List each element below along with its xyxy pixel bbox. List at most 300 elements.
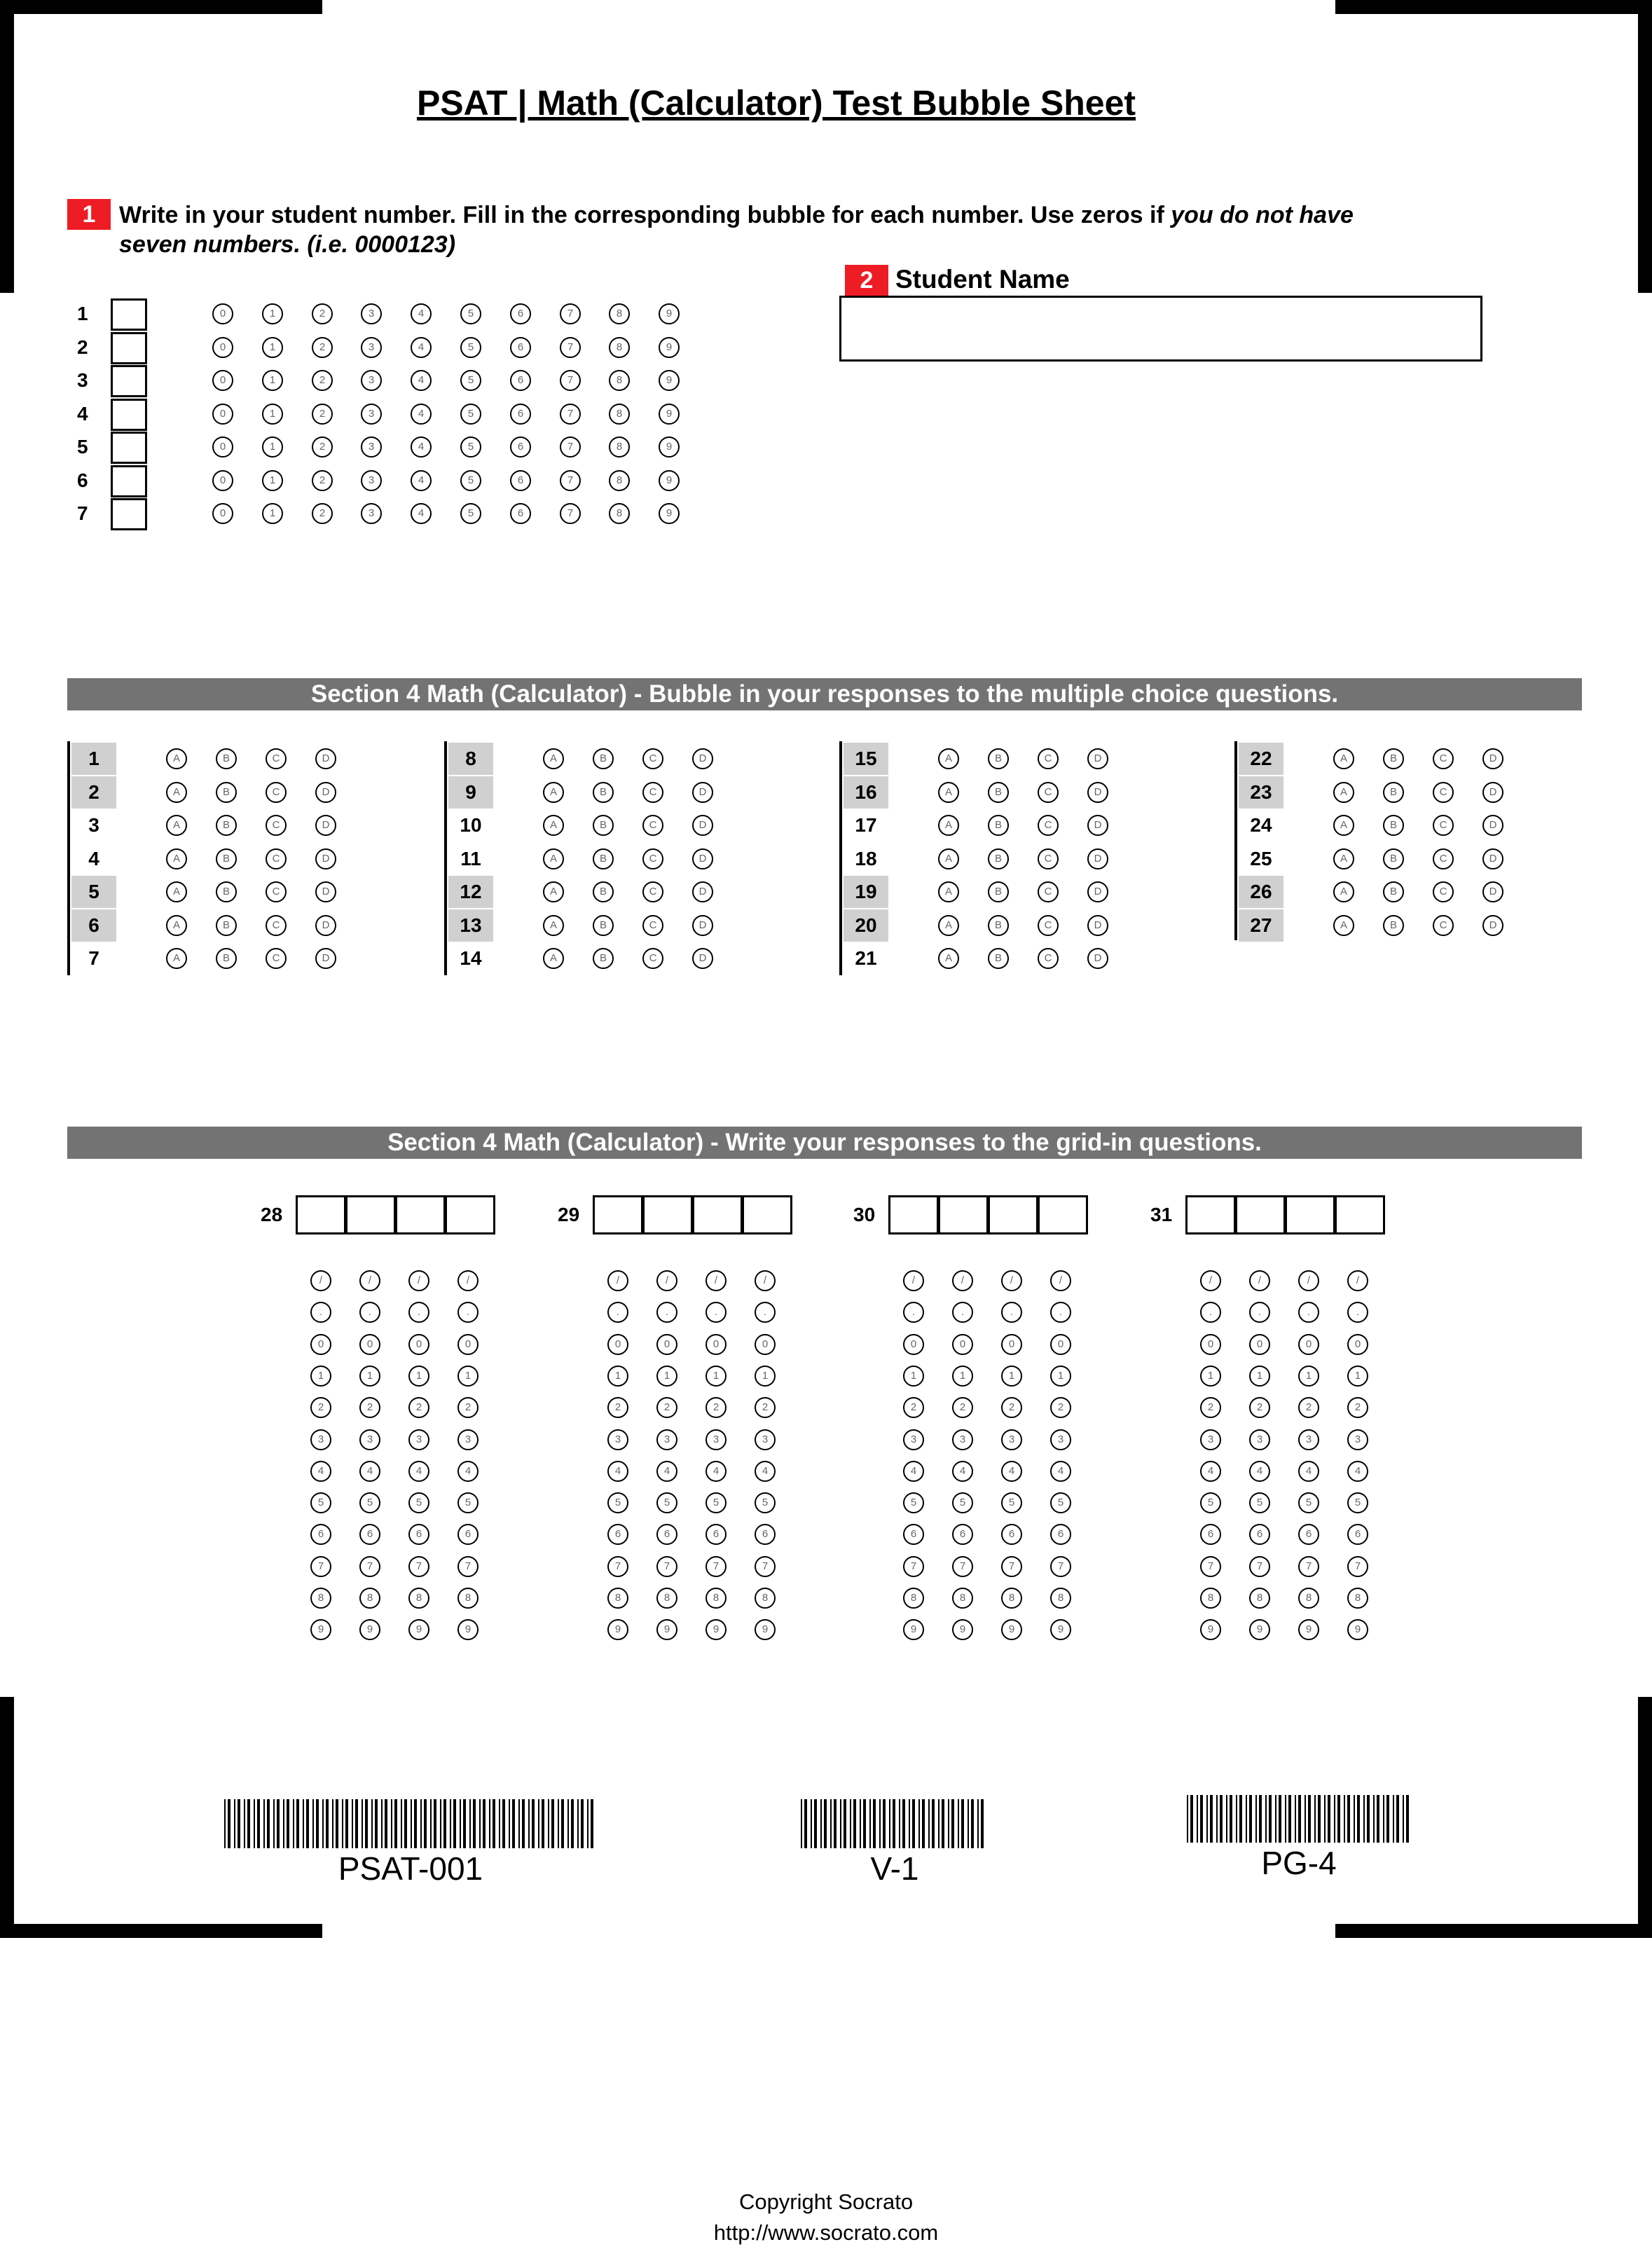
answer-bubble[interactable]: A [543, 848, 564, 869]
grid-in-bubble[interactable]: 2 [656, 1397, 677, 1418]
digit-bubble[interactable]: 4 [411, 470, 432, 491]
grid-in-bubble[interactable]: / [705, 1270, 727, 1291]
answer-bubble[interactable]: A [938, 815, 959, 836]
digit-bubble[interactable]: 0 [212, 436, 233, 458]
answer-bubble[interactable]: D [1087, 948, 1108, 969]
grid-in-bubble[interactable]: 6 [1347, 1524, 1368, 1545]
grid-in-bubble[interactable]: 5 [1200, 1492, 1221, 1513]
grid-in-bubble[interactable]: 5 [1050, 1492, 1071, 1513]
answer-bubble[interactable]: B [988, 815, 1009, 836]
grid-in-bubble[interactable]: 2 [457, 1397, 479, 1418]
grid-in-bubble[interactable]: 5 [408, 1492, 429, 1513]
grid-in-bubble[interactable]: 3 [1298, 1429, 1319, 1450]
digit-bubble[interactable]: 1 [262, 503, 283, 524]
digit-bubble[interactable]: 8 [609, 303, 630, 324]
digit-bubble[interactable]: 4 [411, 404, 432, 425]
grid-in-bubble[interactable]: 7 [408, 1556, 429, 1577]
answer-bubble[interactable]: B [593, 848, 614, 869]
grid-in-bubble[interactable]: / [408, 1270, 429, 1291]
grid-in-bubble[interactable]: . [408, 1302, 429, 1323]
digit-bubble[interactable]: 4 [411, 503, 432, 524]
grid-in-bubble[interactable]: 8 [705, 1588, 727, 1609]
digit-bubble[interactable]: 4 [411, 337, 432, 358]
digit-bubble[interactable]: 4 [411, 370, 432, 391]
grid-in-bubble[interactable]: 0 [607, 1334, 628, 1355]
digit-bubble[interactable]: 2 [312, 303, 333, 324]
grid-in-bubble[interactable]: 9 [705, 1619, 727, 1640]
grid-in-answer-box[interactable] [1038, 1195, 1088, 1234]
grid-in-bubble[interactable]: . [310, 1302, 331, 1323]
grid-in-bubble[interactable]: 7 [903, 1556, 924, 1577]
grid-in-bubble[interactable]: 1 [408, 1366, 429, 1387]
answer-bubble[interactable]: B [593, 748, 614, 769]
grid-in-bubble[interactable]: 4 [903, 1461, 924, 1482]
grid-in-bubble[interactable]: 0 [1001, 1334, 1022, 1355]
grid-in-bubble[interactable]: / [1347, 1270, 1368, 1291]
answer-bubble[interactable]: C [266, 915, 287, 936]
digit-bubble[interactable]: 9 [659, 470, 680, 491]
answer-bubble[interactable]: A [938, 748, 959, 769]
answer-bubble[interactable]: B [216, 815, 237, 836]
grid-in-bubble[interactable]: 4 [457, 1461, 479, 1482]
digit-bubble[interactable]: 1 [262, 404, 283, 425]
grid-in-bubble[interactable]: 2 [903, 1397, 924, 1418]
grid-in-bubble[interactable]: 7 [656, 1556, 677, 1577]
grid-in-bubble[interactable]: 9 [1347, 1619, 1368, 1640]
grid-in-answer-box[interactable] [296, 1195, 346, 1234]
grid-in-bubble[interactable]: 5 [755, 1492, 776, 1513]
grid-in-bubble[interactable]: 1 [1200, 1366, 1221, 1387]
digit-bubble[interactable]: 2 [312, 436, 333, 458]
grid-in-bubble[interactable]: . [359, 1302, 380, 1323]
answer-bubble[interactable]: D [1482, 748, 1503, 769]
grid-in-bubble[interactable]: 9 [408, 1619, 429, 1640]
answer-bubble[interactable]: D [1482, 782, 1503, 803]
grid-in-bubble[interactable]: 0 [1249, 1334, 1270, 1355]
answer-bubble[interactable]: D [315, 848, 336, 869]
digit-bubble[interactable]: 9 [659, 370, 680, 391]
answer-bubble[interactable]: D [315, 948, 336, 969]
answer-bubble[interactable]: C [1038, 748, 1059, 769]
digit-bubble[interactable]: 1 [262, 470, 283, 491]
grid-in-bubble[interactable]: 4 [952, 1461, 973, 1482]
answer-bubble[interactable]: A [938, 948, 959, 969]
grid-in-bubble[interactable]: 6 [1249, 1524, 1270, 1545]
grid-in-bubble[interactable]: 9 [457, 1619, 479, 1640]
answer-bubble[interactable]: C [642, 948, 663, 969]
grid-in-bubble[interactable]: 6 [656, 1524, 677, 1545]
grid-in-bubble[interactable]: 8 [1249, 1588, 1270, 1609]
digit-bubble[interactable]: 3 [361, 337, 382, 358]
answer-bubble[interactable]: D [692, 948, 713, 969]
answer-bubble[interactable]: A [166, 915, 187, 936]
grid-in-answer-box[interactable] [988, 1195, 1038, 1234]
grid-in-bubble[interactable]: 4 [408, 1461, 429, 1482]
grid-in-bubble[interactable]: 8 [607, 1588, 628, 1609]
grid-in-bubble[interactable]: 7 [359, 1556, 380, 1577]
grid-in-bubble[interactable]: 2 [359, 1397, 380, 1418]
answer-bubble[interactable]: B [988, 881, 1009, 902]
answer-bubble[interactable]: B [1383, 748, 1404, 769]
grid-in-bubble[interactable]: 4 [1050, 1461, 1071, 1482]
answer-bubble[interactable]: B [216, 915, 237, 936]
grid-in-bubble[interactable]: . [903, 1302, 924, 1323]
grid-in-bubble[interactable]: 5 [1347, 1492, 1368, 1513]
answer-bubble[interactable]: A [166, 848, 187, 869]
answer-bubble[interactable]: A [1333, 782, 1354, 803]
grid-in-bubble[interactable]: 1 [1347, 1366, 1368, 1387]
digit-bubble[interactable]: 9 [659, 436, 680, 458]
answer-bubble[interactable]: B [593, 881, 614, 902]
grid-in-bubble[interactable]: 5 [952, 1492, 973, 1513]
grid-in-bubble[interactable]: / [1298, 1270, 1319, 1291]
digit-bubble[interactable]: 8 [609, 337, 630, 358]
grid-in-bubble[interactable]: 0 [952, 1334, 973, 1355]
grid-in-bubble[interactable]: 5 [903, 1492, 924, 1513]
grid-in-bubble[interactable]: 2 [705, 1397, 727, 1418]
digit-bubble[interactable]: 3 [361, 503, 382, 524]
grid-in-bubble[interactable]: / [457, 1270, 479, 1291]
grid-in-bubble[interactable]: 5 [607, 1492, 628, 1513]
grid-in-bubble[interactable]: 3 [408, 1429, 429, 1450]
grid-in-bubble[interactable]: / [310, 1270, 331, 1291]
answer-bubble[interactable]: C [1038, 915, 1059, 936]
answer-bubble[interactable]: A [166, 748, 187, 769]
answer-bubble[interactable]: B [593, 782, 614, 803]
grid-in-bubble[interactable]: 0 [705, 1334, 727, 1355]
grid-in-bubble[interactable]: 7 [1298, 1556, 1319, 1577]
grid-in-bubble[interactable]: 0 [1200, 1334, 1221, 1355]
answer-bubble[interactable]: B [216, 881, 237, 902]
answer-bubble[interactable]: D [692, 915, 713, 936]
grid-in-bubble[interactable]: 9 [1298, 1619, 1319, 1640]
grid-in-bubble[interactable]: 2 [1200, 1397, 1221, 1418]
grid-in-bubble[interactable]: 3 [952, 1429, 973, 1450]
grid-in-bubble[interactable]: 3 [310, 1429, 331, 1450]
grid-in-bubble[interactable]: 5 [1298, 1492, 1319, 1513]
digit-bubble[interactable]: 7 [560, 303, 581, 324]
grid-in-bubble[interactable]: 0 [903, 1334, 924, 1355]
grid-in-bubble[interactable]: 1 [1050, 1366, 1071, 1387]
grid-in-bubble[interactable]: 4 [359, 1461, 380, 1482]
grid-in-bubble[interactable]: / [607, 1270, 628, 1291]
grid-in-bubble[interactable]: 0 [755, 1334, 776, 1355]
grid-in-bubble[interactable]: 8 [952, 1588, 973, 1609]
grid-in-answer-box[interactable] [692, 1195, 743, 1234]
grid-in-bubble[interactable]: 9 [310, 1619, 331, 1640]
grid-in-bubble[interactable]: 8 [1347, 1588, 1368, 1609]
grid-in-bubble[interactable]: 8 [408, 1588, 429, 1609]
answer-bubble[interactable]: B [216, 948, 237, 969]
digit-bubble[interactable]: 3 [361, 303, 382, 324]
answer-bubble[interactable]: C [1433, 815, 1454, 836]
grid-in-bubble[interactable]: 5 [1001, 1492, 1022, 1513]
answer-bubble[interactable]: A [543, 948, 564, 969]
answer-bubble[interactable]: C [642, 848, 663, 869]
answer-bubble[interactable]: C [642, 915, 663, 936]
digit-bubble[interactable]: 7 [560, 436, 581, 458]
answer-bubble[interactable]: B [593, 948, 614, 969]
digit-bubble[interactable]: 1 [262, 370, 283, 391]
grid-in-bubble[interactable]: 3 [1200, 1429, 1221, 1450]
grid-in-bubble[interactable]: / [1249, 1270, 1270, 1291]
digit-bubble[interactable]: 5 [460, 436, 481, 458]
grid-in-bubble[interactable]: 1 [656, 1366, 677, 1387]
grid-in-bubble[interactable]: / [656, 1270, 677, 1291]
digit-bubble[interactable]: 3 [361, 404, 382, 425]
digit-bubble[interactable]: 9 [659, 337, 680, 358]
grid-in-bubble[interactable]: 8 [755, 1588, 776, 1609]
answer-bubble[interactable]: D [1087, 748, 1108, 769]
grid-in-bubble[interactable]: . [656, 1302, 677, 1323]
student-number-digit-box[interactable] [111, 465, 147, 497]
grid-in-bubble[interactable]: 1 [952, 1366, 973, 1387]
answer-bubble[interactable]: C [642, 881, 663, 902]
digit-bubble[interactable]: 1 [262, 436, 283, 458]
grid-in-bubble[interactable]: 1 [903, 1366, 924, 1387]
digit-bubble[interactable]: 8 [609, 404, 630, 425]
answer-bubble[interactable]: D [1482, 915, 1503, 936]
grid-in-bubble[interactable]: 2 [1050, 1397, 1071, 1418]
answer-bubble[interactable]: D [315, 782, 336, 803]
grid-in-bubble[interactable]: 3 [607, 1429, 628, 1450]
answer-bubble[interactable]: A [543, 915, 564, 936]
digit-bubble[interactable]: 6 [510, 337, 531, 358]
grid-in-answer-box[interactable] [593, 1195, 643, 1234]
grid-in-answer-box[interactable] [395, 1195, 446, 1234]
digit-bubble[interactable]: 0 [212, 370, 233, 391]
grid-in-bubble[interactable]: . [607, 1302, 628, 1323]
grid-in-bubble[interactable]: 4 [1347, 1461, 1368, 1482]
answer-bubble[interactable]: B [593, 915, 614, 936]
digit-bubble[interactable]: 6 [510, 404, 531, 425]
digit-bubble[interactable]: 7 [560, 470, 581, 491]
grid-in-bubble[interactable]: 6 [408, 1524, 429, 1545]
answer-bubble[interactable]: C [266, 848, 287, 869]
answer-bubble[interactable]: C [266, 881, 287, 902]
grid-in-bubble[interactable]: 2 [310, 1397, 331, 1418]
grid-in-bubble[interactable]: 3 [903, 1429, 924, 1450]
digit-bubble[interactable]: 2 [312, 370, 333, 391]
answer-bubble[interactable]: C [1038, 881, 1059, 902]
answer-bubble[interactable]: C [642, 748, 663, 769]
answer-bubble[interactable]: D [315, 748, 336, 769]
answer-bubble[interactable]: C [1433, 915, 1454, 936]
digit-bubble[interactable]: 0 [212, 470, 233, 491]
grid-in-answer-box[interactable] [1285, 1195, 1335, 1234]
answer-bubble[interactable]: D [1482, 881, 1503, 902]
grid-in-bubble[interactable]: 4 [1249, 1461, 1270, 1482]
grid-in-bubble[interactable]: 3 [1001, 1429, 1022, 1450]
digit-bubble[interactable]: 6 [510, 470, 531, 491]
grid-in-bubble[interactable]: 6 [755, 1524, 776, 1545]
answer-bubble[interactable]: B [1383, 881, 1404, 902]
student-number-digit-box[interactable] [111, 332, 147, 364]
answer-bubble[interactable]: D [1482, 815, 1503, 836]
grid-in-bubble[interactable]: 0 [457, 1334, 479, 1355]
grid-in-bubble[interactable]: 8 [359, 1588, 380, 1609]
answer-bubble[interactable]: C [1038, 815, 1059, 836]
answer-bubble[interactable]: A [543, 748, 564, 769]
grid-in-bubble[interactable]: 2 [1001, 1397, 1022, 1418]
digit-bubble[interactable]: 7 [560, 503, 581, 524]
grid-in-bubble[interactable]: 7 [705, 1556, 727, 1577]
answer-bubble[interactable]: C [642, 782, 663, 803]
grid-in-answer-box[interactable] [742, 1195, 792, 1234]
grid-in-bubble[interactable]: . [705, 1302, 727, 1323]
grid-in-bubble[interactable]: 1 [705, 1366, 727, 1387]
grid-in-bubble[interactable]: 0 [1050, 1334, 1071, 1355]
answer-bubble[interactable]: A [543, 782, 564, 803]
grid-in-bubble[interactable]: 3 [656, 1429, 677, 1450]
digit-bubble[interactable]: 0 [212, 503, 233, 524]
answer-bubble[interactable]: A [166, 948, 187, 969]
answer-bubble[interactable]: B [988, 848, 1009, 869]
digit-bubble[interactable]: 2 [312, 503, 333, 524]
digit-bubble[interactable]: 7 [560, 337, 581, 358]
grid-in-bubble[interactable]: 8 [1001, 1588, 1022, 1609]
answer-bubble[interactable]: B [1383, 815, 1404, 836]
answer-bubble[interactable]: D [692, 815, 713, 836]
answer-bubble[interactable]: B [216, 748, 237, 769]
digit-bubble[interactable]: 5 [460, 470, 481, 491]
digit-bubble[interactable]: 9 [659, 404, 680, 425]
answer-bubble[interactable]: D [1087, 915, 1108, 936]
grid-in-bubble[interactable]: 0 [359, 1334, 380, 1355]
grid-in-bubble[interactable]: . [1298, 1302, 1319, 1323]
digit-bubble[interactable]: 3 [361, 470, 382, 491]
grid-in-bubble[interactable]: / [952, 1270, 973, 1291]
digit-bubble[interactable]: 8 [609, 436, 630, 458]
grid-in-bubble[interactable]: 4 [705, 1461, 727, 1482]
grid-in-bubble[interactable]: 2 [755, 1397, 776, 1418]
digit-bubble[interactable]: 2 [312, 404, 333, 425]
answer-bubble[interactable]: D [1087, 881, 1108, 902]
grid-in-bubble[interactable]: 1 [359, 1366, 380, 1387]
grid-in-bubble[interactable]: 2 [1347, 1397, 1368, 1418]
grid-in-bubble[interactable]: 6 [359, 1524, 380, 1545]
grid-in-bubble[interactable]: 9 [1001, 1619, 1022, 1640]
answer-bubble[interactable]: A [938, 915, 959, 936]
grid-in-bubble[interactable]: 0 [1347, 1334, 1368, 1355]
grid-in-bubble[interactable]: 7 [1249, 1556, 1270, 1577]
answer-bubble[interactable]: A [938, 782, 959, 803]
student-number-digit-box[interactable] [111, 432, 147, 464]
grid-in-bubble[interactable]: 3 [1249, 1429, 1270, 1450]
answer-bubble[interactable]: D [1482, 848, 1503, 869]
grid-in-bubble[interactable]: / [1200, 1270, 1221, 1291]
grid-in-bubble[interactable]: 4 [1001, 1461, 1022, 1482]
grid-in-bubble[interactable]: 4 [310, 1461, 331, 1482]
answer-bubble[interactable]: C [266, 782, 287, 803]
answer-bubble[interactable]: A [1333, 748, 1354, 769]
grid-in-bubble[interactable]: 2 [1249, 1397, 1270, 1418]
grid-in-bubble[interactable]: 5 [1249, 1492, 1270, 1513]
grid-in-answer-box[interactable] [938, 1195, 989, 1234]
answer-bubble[interactable]: B [216, 848, 237, 869]
grid-in-bubble[interactable]: 8 [1298, 1588, 1319, 1609]
grid-in-bubble[interactable]: 6 [457, 1524, 479, 1545]
grid-in-bubble[interactable]: . [952, 1302, 973, 1323]
digit-bubble[interactable]: 8 [609, 503, 630, 524]
answer-bubble[interactable]: D [1087, 848, 1108, 869]
digit-bubble[interactable]: 0 [212, 337, 233, 358]
answer-bubble[interactable]: B [1383, 915, 1404, 936]
digit-bubble[interactable]: 1 [262, 337, 283, 358]
grid-in-bubble[interactable]: 2 [952, 1397, 973, 1418]
grid-in-bubble[interactable]: 7 [1347, 1556, 1368, 1577]
answer-bubble[interactable]: A [938, 881, 959, 902]
digit-bubble[interactable]: 8 [609, 370, 630, 391]
digit-bubble[interactable]: 5 [460, 337, 481, 358]
digit-bubble[interactable]: 7 [560, 370, 581, 391]
grid-in-bubble[interactable]: 9 [1249, 1619, 1270, 1640]
grid-in-bubble[interactable]: / [1001, 1270, 1022, 1291]
digit-bubble[interactable]: 0 [212, 303, 233, 324]
grid-in-bubble[interactable]: 5 [359, 1492, 380, 1513]
digit-bubble[interactable]: 2 [312, 337, 333, 358]
grid-in-bubble[interactable]: 1 [1249, 1366, 1270, 1387]
grid-in-answer-box[interactable] [1335, 1195, 1385, 1234]
answer-bubble[interactable]: A [1333, 915, 1354, 936]
digit-bubble[interactable]: 3 [361, 436, 382, 458]
grid-in-bubble[interactable]: 3 [457, 1429, 479, 1450]
grid-in-bubble[interactable]: . [457, 1302, 479, 1323]
grid-in-bubble[interactable]: . [1200, 1302, 1221, 1323]
grid-in-bubble[interactable]: 2 [607, 1397, 628, 1418]
grid-in-bubble[interactable]: 2 [1298, 1397, 1319, 1418]
grid-in-bubble[interactable]: 3 [1347, 1429, 1368, 1450]
answer-bubble[interactable]: D [315, 815, 336, 836]
answer-bubble[interactable]: B [988, 748, 1009, 769]
grid-in-bubble[interactable]: 8 [1050, 1588, 1071, 1609]
digit-bubble[interactable]: 6 [510, 370, 531, 391]
grid-in-bubble[interactable]: 6 [1200, 1524, 1221, 1545]
grid-in-bubble[interactable]: 8 [310, 1588, 331, 1609]
grid-in-bubble[interactable]: 8 [457, 1588, 479, 1609]
digit-bubble[interactable]: 1 [262, 303, 283, 324]
grid-in-bubble[interactable]: . [1001, 1302, 1022, 1323]
grid-in-bubble[interactable]: 9 [1050, 1619, 1071, 1640]
grid-in-bubble[interactable]: 9 [952, 1619, 973, 1640]
grid-in-bubble[interactable]: / [359, 1270, 380, 1291]
grid-in-bubble[interactable]: 0 [408, 1334, 429, 1355]
grid-in-bubble[interactable]: 4 [1200, 1461, 1221, 1482]
answer-bubble[interactable]: C [1433, 848, 1454, 869]
digit-bubble[interactable]: 8 [609, 470, 630, 491]
answer-bubble[interactable]: A [166, 815, 187, 836]
answer-bubble[interactable]: A [543, 815, 564, 836]
grid-in-bubble[interactable]: 6 [903, 1524, 924, 1545]
digit-bubble[interactable]: 5 [460, 370, 481, 391]
grid-in-bubble[interactable]: 7 [952, 1556, 973, 1577]
answer-bubble[interactable]: C [266, 748, 287, 769]
digit-bubble[interactable]: 0 [212, 404, 233, 425]
answer-bubble[interactable]: C [1433, 881, 1454, 902]
answer-bubble[interactable]: A [1333, 881, 1354, 902]
grid-in-bubble[interactable]: 3 [359, 1429, 380, 1450]
answer-bubble[interactable]: B [593, 815, 614, 836]
answer-bubble[interactable]: D [1087, 782, 1108, 803]
grid-in-bubble[interactable]: 9 [359, 1619, 380, 1640]
grid-in-bubble[interactable]: . [1347, 1302, 1368, 1323]
grid-in-bubble[interactable]: 6 [1050, 1524, 1071, 1545]
grid-in-answer-box[interactable] [445, 1195, 495, 1234]
student-number-digit-box[interactable] [111, 298, 147, 331]
digit-bubble[interactable]: 6 [510, 503, 531, 524]
grid-in-bubble[interactable]: 7 [755, 1556, 776, 1577]
digit-bubble[interactable]: 6 [510, 436, 531, 458]
